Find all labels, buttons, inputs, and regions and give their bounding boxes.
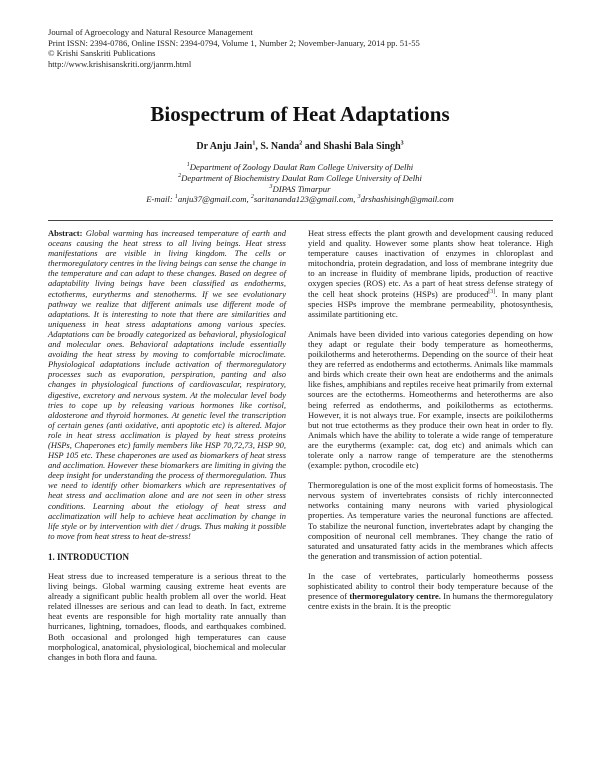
affiliation-sup: 2 xyxy=(178,172,182,179)
author-sup: 3 xyxy=(400,140,404,147)
journal-publisher: © Krishi Sanskriti Publications xyxy=(48,48,156,59)
header-divider xyxy=(48,220,553,221)
author-separator: , xyxy=(255,141,261,152)
affiliation-text: Department of Biochemistry Daulat Ram College University of Delhi xyxy=(181,172,422,183)
affiliation xyxy=(0,162,600,173)
affiliation-sup: 1 xyxy=(186,162,190,169)
body-text: Heat stress effects the plant growth and development causing reduced yield and quality. However some plants show heat tolerance. High temperature causes inactivation of enzymes in chloroplast and mitochondria, protein degradation, and loss of membrane integrity due to an increase in fluidity of membrane lipids, production of reactive oxygen species (ROS) etc. As a part of heat stress defense strategy of the cell heat shock proteins (HSPs) are produced xyxy=(308,228,553,299)
intro-paragraph: Heat stress due to increased temperature is a serious threat to the living beings. Global warming causing extreme heat events are already a significant public health problem all over the world. Heat related illnesses are serious and can lead to death. In fact, extreme heat events are responsible for high mortality rate annually than hurricanes, lightning, tornadoes, floods, and earthquakes combined. Both occasional and prolonged high temperatures can cause morphological, anatomical, physiological, biochemical and molecular changes in both flora and fauna. xyxy=(48,571,286,662)
citation-ref: [3] xyxy=(488,288,496,295)
email-sup: 3 xyxy=(357,194,361,201)
email-address[interactable]: anju37@gmail.com, xyxy=(177,194,251,205)
email-address[interactable]: drshashisingh@gmail.com xyxy=(360,194,454,205)
abstract-label: Abstract: xyxy=(48,228,83,238)
journal-name: Journal of Agroecology and Natural Resource Management xyxy=(48,27,253,37)
email-line xyxy=(0,194,600,205)
author-name: Shashi Bala Singh xyxy=(323,141,401,152)
author-name: Dr Anju Jain xyxy=(196,141,253,152)
abstract xyxy=(48,228,286,541)
body-text: In humans the thermoregulatory centre exists in the brain. It is the preoptic xyxy=(308,591,554,612)
right-column xyxy=(308,228,553,621)
section-heading: 1. INTRODUCTION xyxy=(48,551,130,562)
abstract-text: Global warming has increased temperature of earth and oceans causing the heat stress to all living beings. Heat stress manifestations are visible in living kingdom. The cells or thermoregulatory centres in the living beings can sense the change in the temperature and can adapt to these changes. Based on degree of adaptability living beings have been classified as endotherms, ectotherms, eurytherms and stenotherms. If we see evolutionary pathway we realize that different animals use different mode of adaptations. It is interesting to note that there are similarities and uniqueness in heat stress adaptations among various species. Adaptations can be broadly categorized as behavioral, physiological and molecular ones. Behavioral adaptations include essentially avoiding the heat stress by moving to comfortable microclimate. Physiological adaptations include activation of thermoregulatory processes such as evaporation, perspiration, panting and also changes in physiological functions of cardiovascular, respiratory, digestive, excretory and nervous system. At the molecular level body tries to cope up by releasing various hormones like cortisol, aldosterone and thyroid hormones. At genetic level the transcription of certain genes (anti oxidative, anti apoptotic etc) is altered. Major role in heat stress acclimation is played by heat stress proteins (HSPs, Chaperones etc) family members like HSP 70,72,73, HSP 90, HSP 105 etc. These chaperones are used as biomarkers of heat stress and acclimation. However these biomarkers are limiting in giving the deep insight for understanding the process of thermoregulation. Thus we need to identify other biomarkers which are representatives of heat stress and acclimation alone and are not seen in other stress conditions. Learning about the etiology of heat stress and acclimatization will help to achieve heat acclimation by change in life style or by intervention with diet / drugs. Thus making it possible to move from heat stress to heat de-stress! xyxy=(48,228,286,541)
email-prefix: E-mail: xyxy=(146,194,175,205)
author-sup: 1 xyxy=(252,140,256,147)
affiliation xyxy=(0,173,600,184)
journal-header xyxy=(48,27,568,69)
affiliation-text: Department of Zoology Daulat Ram College University of Delhi xyxy=(189,162,414,172)
affiliations xyxy=(0,162,600,205)
left-column xyxy=(48,228,286,672)
body-text: In the case of vertebrates, particularly homeotherms possess sophisticated ability to control their body temperature because of the presence of xyxy=(308,570,553,602)
email-sup: 1 xyxy=(174,194,178,201)
bold-term: thermoregulatory centre. xyxy=(349,591,441,602)
body-paragraph: Thermoregulation is one of the most explicit forms of homeostasis. The nervous system of invertebrates consists of richly interconnected networks containing many neurons with varied physiological properties. As temperature varies the neuronal functions are affected. To stabilize the neuronal function, invertebrates adapt by changing the composition of neuronal cell membranes. They change the ratio of saturated and unsaturated fatty acids in the membranes which affects the generation and transmission of action potential. xyxy=(308,480,553,561)
journal-issn: Print ISSN: 2394-0786, Online ISSN: 2394-0794, Volume 1, Number 2; November-January, 2014 pp. 51-55 xyxy=(48,37,420,48)
author-sup: 2 xyxy=(299,140,303,147)
body-paragraph xyxy=(308,571,553,611)
body-paragraph: Animals have been divided into various categories depending on how they adapt or regulate their body temperature as homeotherms, poikilotherms and heterotherms. Depending on the source of their heat they are referred as endotherms and ectotherms. Animals like mammals and birds which create their own heat are endotherms and the animals like fishes, amphibians and reptiles receive heat primarily from external sources are the ectotherms. Homeotherms and heterotherms are also being referred as endotherms, and poikilotherms as ectotherms. However, it is not always true. For example, insects are poikilotherms but not true ectotherms as they produce their own heat in order to fly. Animals which have the ability to tolerate a wide range of temperature are the eurytherms (example: cat, dog etc) and animals which can tolerate only a narrow range of temperature are the stenotherms (example: python, crocodile etc) xyxy=(308,328,553,471)
author-separator: and xyxy=(302,141,324,152)
journal-url[interactable]: http://www.krishisanskriti.org/janrm.html xyxy=(48,58,192,69)
affiliation-text: DIPAS Timarpur xyxy=(272,183,331,194)
affiliation-sup: 3 xyxy=(269,183,273,190)
body-text: . In many plant species HSPs improve the membrane permeability, photosynthesis, assimilate partitioning etc. xyxy=(308,288,553,319)
author-list xyxy=(0,140,600,153)
email-address[interactable]: saritananda123@gmail.com, xyxy=(253,194,358,205)
email-sup: 2 xyxy=(250,194,254,201)
paper-title: Biospectrum of Heat Adaptations xyxy=(150,102,450,126)
author-name: S. Nanda xyxy=(260,141,300,152)
affiliation xyxy=(0,184,600,195)
body-paragraph xyxy=(308,228,553,319)
